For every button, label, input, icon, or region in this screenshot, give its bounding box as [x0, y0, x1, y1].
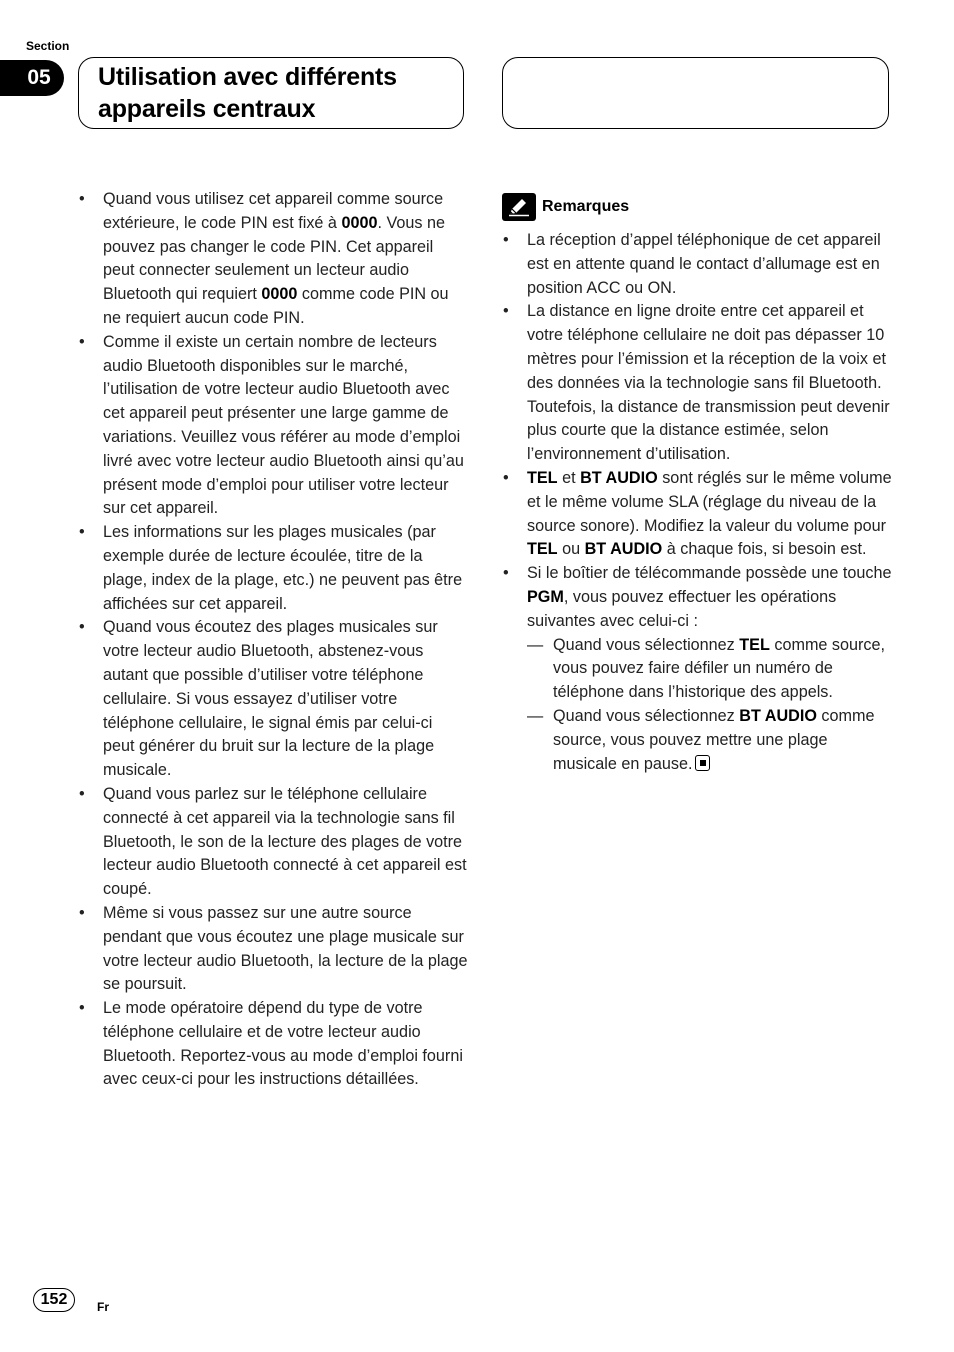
list-item — [502, 562, 894, 776]
right-bullet-list — [502, 229, 894, 776]
keyword-pin: 0000 — [341, 213, 378, 232]
dash-list — [527, 634, 894, 777]
text: Si le boîtier de télécommande possède une touche — [527, 564, 892, 583]
language-code: Fr — [97, 1300, 109, 1314]
text: Quand vous utilisez cet appareil comme source extérieure, le code PIN est fixé à — [103, 190, 444, 232]
list-item: • Même si vous passez sur une autre source pendant que vous écoutez une plage musicale sur votre lecteur audio Bluetooth, la lecture de la plage se poursuit. — [78, 902, 468, 997]
text: ou — [557, 540, 585, 559]
keyword-bt-audio: BT AUDIO — [584, 540, 663, 559]
header-empty-box — [502, 57, 889, 129]
keyword-pin: 0000 — [261, 285, 298, 304]
list-item: • Le mode opératoire dépend du type de votre téléphone cellulaire et de votre lecteur audio Bluetooth. Reportez-vous au mode d’emploi fourni avec ceux-ci pour les instructions détaillées. — [78, 997, 468, 1092]
list-item: • Les informations sur les plages musicales (par exemple durée de lecture écoulée, titre de la plage, index de la plage, etc.) ne peuvent pas être affichées sur cet appareil. — [78, 521, 468, 616]
pencil-note-icon — [502, 193, 536, 221]
list-item — [502, 467, 894, 562]
keyword-bt-audio: BT AUDIO — [739, 706, 817, 725]
keyword-tel: TEL — [527, 540, 558, 559]
text: à chaque fois, si besoin est. — [662, 540, 867, 559]
page-number: 152 — [33, 1288, 75, 1312]
keyword-tel: TEL — [739, 635, 770, 654]
section-number-badge: 05 — [0, 60, 64, 96]
list-item: • La réception d’appel téléphonique de cet appareil est en attente quand le contact d’allumage est en position ACC ou ON. — [502, 229, 894, 300]
list-item: • Quand vous parlez sur le téléphone cellulaire connecté à cet appareil via la technologie sans fil Bluetooth, le son de la lecture des plages de votre lecteur audio Bluetooth connecté à cet appareil est coupé. — [78, 783, 468, 902]
text: comme code PIN ou ne requiert aucun code PIN. — [103, 285, 449, 327]
section-label: Section — [26, 39, 70, 53]
end-mark-icon — [695, 755, 710, 771]
list-item: • La distance en ligne droite entre cet appareil et votre téléphone cellulaire ne doit pas dépasser 10 mètres pour l’émission et la réception de la voix et des données via la technologie sans fil Bluetooth. Toutefois, la distance de transmission peut devenir plus courte que la distance estimée, selon l’environnement d’utilisation. — [502, 300, 894, 467]
list-item: • Quand vous écoutez des plages musicales sur votre lecteur audio Bluetooth, abstenez-vous autant que possible d’utiliser votre téléphone cellulaire. Si vous essayez d’utiliser votre téléphone cellulaire, le signal émis par celui-ci peut générer du bruit sur la lecture de la plage musicale. — [78, 616, 468, 783]
page-title-line1: Utilisation avec différents — [98, 63, 397, 91]
left-bullet-list — [78, 188, 468, 1092]
title-box — [78, 57, 464, 129]
notes-title: Remarques — [542, 198, 630, 216]
text: et — [557, 468, 581, 487]
text: , vous pouvez effectuer les opérations suivantes avec celui-ci : — [527, 587, 837, 630]
dash-item — [527, 705, 894, 776]
page-title-line2: appareils centraux — [98, 95, 316, 123]
text: comme source, vous pouvez mettre une plage musicale en pause. — [553, 706, 875, 773]
text: Quand vous sélectionnez — [553, 706, 740, 725]
right-column — [502, 193, 894, 776]
keyword-tel: TEL — [527, 468, 558, 487]
text: . Vous ne pouvez pas changer le code PIN. Cet appareil peut connecter seulement un lecteur audio Bluetooth qui requiert — [103, 213, 445, 304]
notes-header — [502, 193, 894, 221]
page-title — [98, 61, 463, 125]
keyword-pgm: PGM — [527, 587, 564, 606]
text: comme source, vous pouvez faire défiler un numéro de téléphone dans l’historique des appels. — [553, 635, 886, 702]
keyword-bt-audio: BT AUDIO — [580, 468, 658, 487]
left-column — [78, 188, 468, 1092]
text: Quand vous sélectionnez — [553, 635, 740, 654]
text: sont réglés sur le même volume et le même volume SLA (réglage du niveau de la source sonore). Modifiez la valeur du volume pour — [527, 468, 892, 535]
dash-item — [527, 634, 894, 705]
list-item — [78, 188, 468, 331]
list-item: • Comme il existe un certain nombre de lecteurs audio Bluetooth disponibles sur le marché, l’utilisation de votre lecteur audio Bluetooth avec cet appareil peut présenter une large gamme de variations. Veuillez vous référer au mode d’emploi livré avec votre lecteur audio Bluetooth ainsi qu’au présent mode d’emploi pour utiliser votre lecteur sur cet appareil. — [78, 331, 468, 521]
